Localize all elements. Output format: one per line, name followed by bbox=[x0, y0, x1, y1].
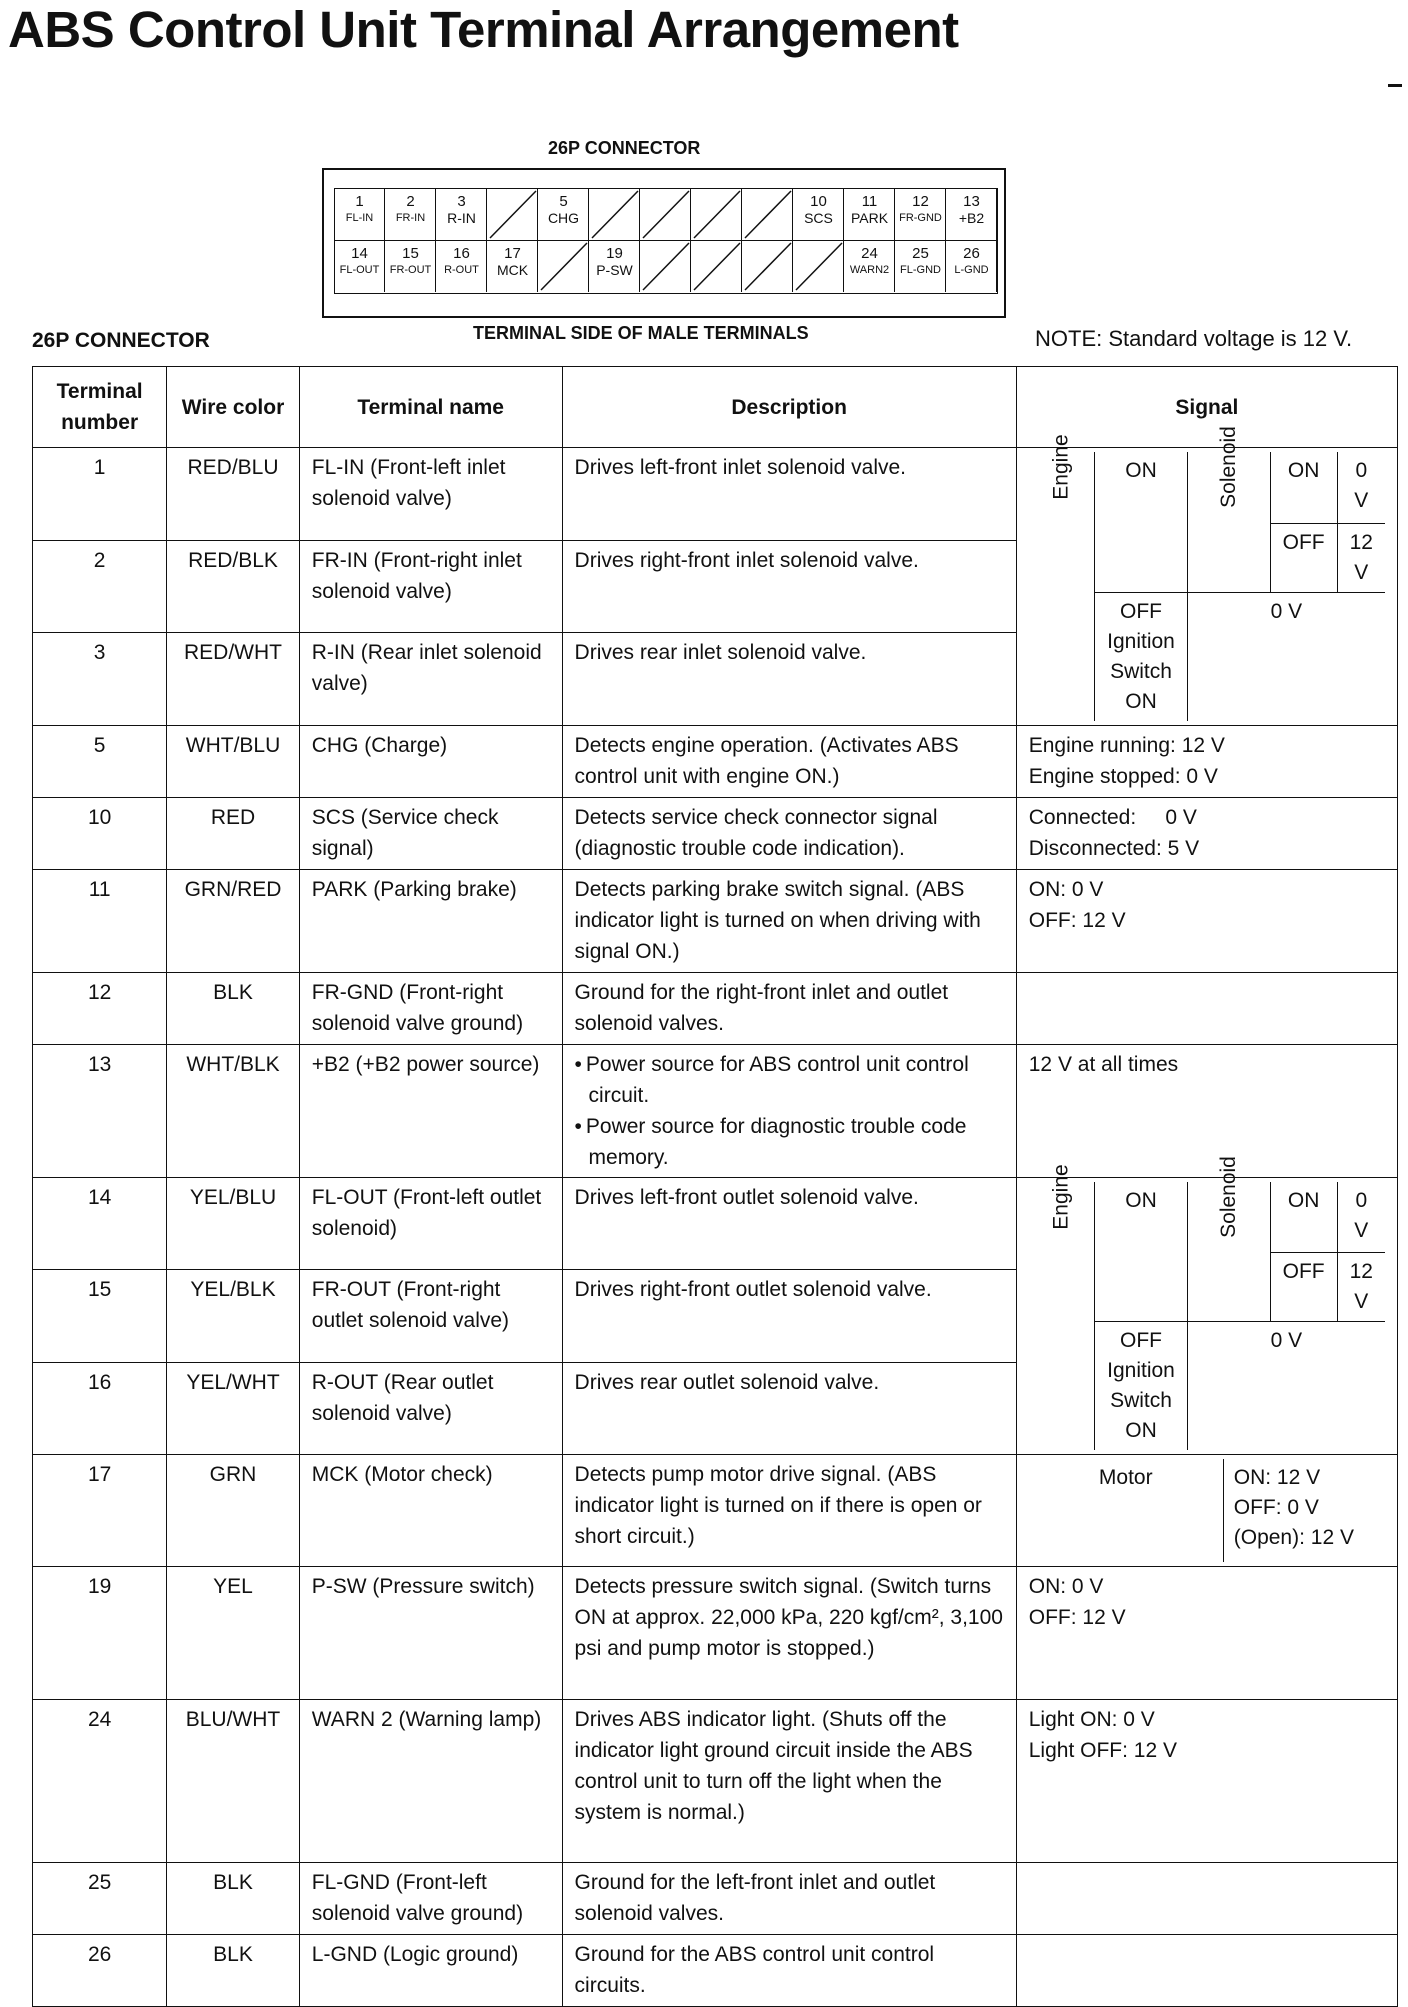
signal-line: OFF: 0 V bbox=[1233, 1496, 1319, 1519]
engine-on-label: ON bbox=[1095, 452, 1188, 592]
page-title: ABS Control Unit Terminal Arrangement bbox=[8, 1, 959, 58]
connector-terminal-name: FR-IN bbox=[395, 212, 426, 224]
signal-line: (Open): 12 V bbox=[1233, 1526, 1354, 1549]
wire-color: GRN bbox=[167, 1455, 300, 1567]
connector-terminal-name: L-GND bbox=[954, 264, 989, 276]
connector-terminal-number: 15 bbox=[402, 245, 419, 262]
engine-on-label: ON bbox=[1095, 1182, 1188, 1322]
empty-slot-slash bbox=[539, 241, 589, 292]
terminal-name: P-SW (Pressure switch) bbox=[299, 1567, 562, 1700]
terminal-number: 1 bbox=[33, 448, 167, 541]
engine-off-label: OFF bbox=[1120, 599, 1162, 623]
connector-terminal bbox=[386, 241, 436, 292]
terminal-name: R-OUT (Rear outlet solenoid valve) bbox=[299, 1362, 562, 1455]
connector-terminal-name: CHG bbox=[547, 210, 580, 226]
terminal-name: MCK (Motor check) bbox=[299, 1455, 562, 1567]
terminal-description: Drives ABS indicator light. (Shuts off the indicator light ground circuit inside the ABS control unit to turn off the light when the system is normal.) bbox=[562, 1700, 1016, 1863]
table-row bbox=[33, 1935, 1398, 2007]
signal-line: Connected: 0 V bbox=[1028, 805, 1197, 829]
wire-color: YEL bbox=[167, 1567, 300, 1700]
terminal-table bbox=[32, 366, 1398, 2007]
connector-empty-slot bbox=[692, 241, 742, 292]
connector-terminal bbox=[386, 189, 436, 240]
connector-empty-slot bbox=[641, 189, 691, 240]
wire-color: BLK bbox=[167, 972, 300, 1044]
connector-terminal-number: 24 bbox=[861, 245, 878, 262]
empty-slot-slash bbox=[692, 189, 742, 240]
connector-empty-slot bbox=[692, 189, 742, 240]
solenoid-label: Solenoid bbox=[1216, 426, 1240, 508]
terminal-number: 14 bbox=[33, 1177, 167, 1270]
terminal-description: Detects pressure switch signal. (Switch turns ON at approx. 22,000 kPa, 220 kgf/cm², 3,100 psi and pump motor is stopped.) bbox=[562, 1567, 1016, 1700]
connector-empty-slot bbox=[794, 241, 844, 292]
ignition-label: Ignition bbox=[1107, 1359, 1175, 1382]
signal-line: OFF: 12 V bbox=[1028, 1606, 1126, 1629]
wire-color: RED bbox=[167, 797, 300, 869]
solenoid-off-voltage: 12 V bbox=[1337, 523, 1385, 592]
connector-terminal-number: 26 bbox=[963, 245, 980, 262]
terminal-description: Ground for the right-front inlet and outlet solenoid valves. bbox=[562, 972, 1016, 1044]
connector-terminal bbox=[896, 241, 946, 292]
connector-terminal bbox=[896, 189, 946, 240]
empty-slot-slash bbox=[743, 189, 793, 240]
connector-terminal bbox=[437, 189, 487, 240]
empty-slot-slash bbox=[794, 241, 844, 292]
signal-value bbox=[1016, 1935, 1397, 2007]
connector-terminal-name: +B2 bbox=[958, 210, 985, 226]
terminal-name: +B2 (+B2 power source) bbox=[299, 1044, 562, 1177]
wire-color: GRN/RED bbox=[167, 869, 300, 972]
terminal-name: FR-GND (Front-right solenoid valve ground) bbox=[299, 972, 562, 1044]
table-row bbox=[33, 1700, 1398, 1863]
terminal-number: 26 bbox=[33, 1935, 167, 2007]
solenoid-off: OFF bbox=[1270, 1253, 1337, 1322]
table-header bbox=[33, 367, 1398, 448]
connector-empty-slot bbox=[539, 241, 589, 292]
terminal-description: Detects service check connector signal (diagnostic trouble code indication). bbox=[562, 797, 1016, 869]
signal-line: Disconnected: 5 V bbox=[1028, 836, 1200, 860]
connector-terminal-number: 17 bbox=[504, 245, 521, 262]
terminal-description: Drives right-front outlet solenoid valve. bbox=[562, 1270, 1016, 1363]
signal-value bbox=[1016, 1863, 1397, 1935]
connector-terminal-number: 13 bbox=[963, 193, 980, 210]
connector-terminal-name: FL-GND bbox=[900, 264, 941, 276]
engine-off-voltage: 0 V bbox=[1187, 592, 1385, 721]
connector-face bbox=[334, 188, 998, 294]
terminal-name: FL-OUT (Front-left outlet solenoid) bbox=[299, 1177, 562, 1270]
connector-terminal bbox=[590, 241, 640, 292]
voltage-note: NOTE: Standard voltage is 12 V. bbox=[1035, 326, 1353, 351]
wire-color: BLK bbox=[167, 1863, 300, 1935]
terminal-description: Drives left-front outlet solenoid valve. bbox=[562, 1177, 1016, 1270]
signal-value bbox=[1016, 1700, 1397, 1863]
terminal-description: Drives right-front inlet solenoid valve. bbox=[562, 540, 1016, 633]
signal-line: OFF: 12 V bbox=[1028, 908, 1126, 932]
signal-value bbox=[1016, 972, 1397, 1044]
solenoid-label: Solenoid bbox=[1216, 1155, 1240, 1238]
description-bullet: • Power source for ABS control unit control circuit. bbox=[575, 1049, 1004, 1111]
terminal-number: 25 bbox=[33, 1863, 167, 1935]
table-row bbox=[33, 1567, 1398, 1700]
signal-line: Light ON: 0 V bbox=[1028, 1708, 1155, 1731]
signal-line: ON: 0 V bbox=[1028, 1575, 1104, 1598]
connector-terminal bbox=[335, 241, 385, 292]
engine-off-label: OFF bbox=[1120, 1329, 1162, 1352]
connector-terminal-name: SCS bbox=[804, 210, 833, 226]
terminal-name: WARN 2 (Warning lamp) bbox=[299, 1700, 562, 1863]
wire-color: YEL/BLU bbox=[167, 1177, 300, 1270]
connector-terminal-number: 14 bbox=[351, 245, 368, 262]
wire-color: WHT/BLU bbox=[167, 725, 300, 797]
connector-terminal-number: 12 bbox=[912, 193, 929, 210]
page-mark bbox=[1388, 84, 1402, 87]
terminal-name: FL-GND (Front-left solenoid valve ground) bbox=[299, 1863, 562, 1935]
terminal-number: 19 bbox=[33, 1567, 167, 1700]
terminal-description: Drives rear outlet solenoid valve. bbox=[562, 1362, 1016, 1455]
terminal-description: Detects engine operation. (Activates ABS control unit with engine ON.) bbox=[562, 725, 1016, 797]
signal-line: Engine stopped: 0 V bbox=[1028, 764, 1218, 788]
connector-terminal bbox=[845, 241, 895, 292]
wire-color: RED/WHT bbox=[167, 633, 300, 726]
signal-line: Engine running: 12 V bbox=[1028, 733, 1225, 757]
signal-value bbox=[1016, 1567, 1397, 1700]
terminal-description: Ground for the left-front inlet and outlet solenoid valves. bbox=[562, 1863, 1016, 1935]
switch-on-label: Switch ON bbox=[1110, 1389, 1172, 1442]
wire-color: BLK bbox=[167, 1935, 300, 2007]
connector-terminal-name: R-OUT bbox=[444, 264, 479, 276]
terminal-description: Ground for the ABS control unit control circuits. bbox=[562, 1935, 1016, 2007]
table-row bbox=[33, 797, 1398, 869]
connector-terminal-name: WARN2 bbox=[849, 264, 890, 276]
signal-value bbox=[1016, 725, 1397, 797]
connector-terminal bbox=[539, 189, 589, 240]
connector-caption: TERMINAL SIDE OF MALE TERMINALS bbox=[473, 323, 809, 343]
wire-color: YEL/WHT bbox=[167, 1362, 300, 1455]
connector-terminal-number: 10 bbox=[810, 193, 827, 210]
solenoid-signal-block bbox=[1016, 1155, 1397, 1455]
wire-color: RED/BLK bbox=[167, 540, 300, 633]
connector-terminal-number: 5 bbox=[559, 193, 568, 210]
terminal-description bbox=[562, 1044, 1016, 1177]
description-bullet: • Power source for diagnostic trouble code memory. bbox=[575, 1111, 1004, 1173]
engine-off-voltage: 0 V bbox=[1187, 1322, 1385, 1451]
terminal-name: FL-IN (Front-left inlet solenoid valve) bbox=[299, 448, 562, 541]
connector-terminal bbox=[947, 241, 997, 292]
header-signal: Signal bbox=[1016, 367, 1397, 448]
terminal-name: CHG (Charge) bbox=[299, 725, 562, 797]
terminal-number: 24 bbox=[33, 1700, 167, 1863]
table-row bbox=[33, 1044, 1398, 1177]
terminal-number: 13 bbox=[33, 1044, 167, 1177]
connector-terminal-number: 1 bbox=[355, 193, 364, 210]
solenoid-off: OFF bbox=[1270, 523, 1337, 592]
terminal-name: SCS (Service check signal) bbox=[299, 797, 562, 869]
empty-slot-slash bbox=[641, 241, 691, 292]
connector-empty-slot bbox=[743, 241, 793, 292]
connector-terminal-name: FR-OUT bbox=[389, 264, 432, 276]
connector-terminal bbox=[794, 189, 844, 240]
connector-empty-slot bbox=[590, 189, 640, 240]
empty-slot-slash bbox=[743, 241, 793, 292]
signal-value: 12 V at all times bbox=[1016, 1044, 1397, 1177]
table-label: 26P CONNECTOR bbox=[32, 329, 210, 352]
terminal-number: 16 bbox=[33, 1362, 167, 1455]
connector-terminal-name: FL-IN bbox=[345, 212, 374, 224]
connector-terminal-number: 19 bbox=[606, 245, 623, 262]
table-row bbox=[33, 448, 1398, 541]
empty-slot-slash bbox=[641, 189, 691, 240]
empty-slot-slash bbox=[590, 189, 640, 240]
connector-terminal bbox=[437, 241, 487, 292]
switch-on-label: Switch ON bbox=[1110, 659, 1172, 713]
connector-terminal-name: MCK bbox=[496, 262, 529, 278]
wire-color: WHT/BLK bbox=[167, 1044, 300, 1177]
terminal-description: Detects parking brake switch signal. (ABS indicator light is turned on when driving with signal ON.) bbox=[562, 869, 1016, 972]
table-row bbox=[33, 1455, 1398, 1567]
wire-color: YEL/BLK bbox=[167, 1270, 300, 1363]
terminal-description: Detects pump motor drive signal. (ABS indicator light is turned on if there is open or short circuit.) bbox=[562, 1455, 1016, 1567]
connector-empty-slot bbox=[641, 241, 691, 292]
connector-terminal bbox=[947, 189, 997, 240]
engine-label: Engine bbox=[1049, 434, 1073, 500]
connector-terminal-number: 11 bbox=[861, 193, 878, 210]
connector-terminal-name: P-SW bbox=[596, 262, 633, 278]
solenoid-on: ON bbox=[1270, 1182, 1337, 1253]
connector-terminal-number: 3 bbox=[457, 193, 466, 210]
solenoid-on-voltage: 0 V bbox=[1337, 452, 1385, 523]
connector-terminal-name: PARK bbox=[850, 210, 889, 226]
signal-value bbox=[1016, 797, 1397, 869]
signal-value bbox=[1016, 869, 1397, 972]
connector-terminal bbox=[335, 189, 385, 240]
connector-terminal-number: 16 bbox=[453, 245, 470, 262]
terminal-name: FR-IN (Front-right inlet solenoid valve) bbox=[299, 540, 562, 633]
header-wire: Wire color bbox=[167, 367, 300, 448]
connector-terminal-number: 25 bbox=[912, 245, 929, 262]
terminal-number: 15 bbox=[33, 1270, 167, 1363]
terminal-number: 11 bbox=[33, 869, 167, 972]
wire-color: RED/BLU bbox=[167, 448, 300, 541]
terminal-number: 10 bbox=[33, 797, 167, 869]
connector-terminal-name: FR-GND bbox=[899, 212, 942, 224]
table-row bbox=[33, 1863, 1398, 1935]
signal-line: ON: 12 V bbox=[1233, 1466, 1321, 1489]
terminal-number: 2 bbox=[33, 540, 167, 633]
solenoid-on-voltage: 0 V bbox=[1337, 1182, 1385, 1253]
table-row bbox=[33, 869, 1398, 972]
table-row bbox=[33, 1177, 1398, 1270]
engine-label: Engine bbox=[1049, 1163, 1073, 1230]
table-row bbox=[33, 725, 1398, 797]
solenoid-off-voltage: 12 V bbox=[1337, 1253, 1385, 1322]
connector-terminal-name: FL-OUT bbox=[339, 264, 380, 276]
signal-line: Light OFF: 12 V bbox=[1028, 1739, 1177, 1762]
motor-signal-block bbox=[1016, 1455, 1397, 1567]
table-row bbox=[33, 972, 1398, 1044]
connector-empty-slot bbox=[743, 189, 793, 240]
terminal-description: Drives rear inlet solenoid valve. bbox=[562, 633, 1016, 726]
ignition-label: Ignition bbox=[1107, 629, 1175, 653]
terminal-number: 12 bbox=[33, 972, 167, 1044]
terminal-name: L-GND (Logic ground) bbox=[299, 1935, 562, 2007]
connector-terminal-name: R-IN bbox=[447, 210, 476, 226]
solenoid-on: ON bbox=[1270, 452, 1337, 523]
terminal-number: 5 bbox=[33, 725, 167, 797]
terminal-name: FR-OUT (Front-right outlet solenoid valve) bbox=[299, 1270, 562, 1363]
header-desc: Description bbox=[562, 367, 1016, 448]
connector-terminal bbox=[488, 241, 538, 292]
signal-line: ON: 0 V bbox=[1028, 877, 1104, 901]
terminal-description: Drives left-front inlet solenoid valve. bbox=[562, 448, 1016, 541]
connector-label: 26P CONNECTOR bbox=[548, 138, 701, 158]
terminal-name: R-IN (Rear inlet solenoid valve) bbox=[299, 633, 562, 726]
solenoid-signal-block bbox=[1016, 426, 1397, 726]
connector-terminal bbox=[845, 189, 895, 240]
empty-slot-slash bbox=[692, 241, 742, 292]
terminal-number: 17 bbox=[33, 1455, 167, 1567]
connector-diagram bbox=[322, 168, 1006, 318]
header-name: Terminal name bbox=[299, 367, 562, 448]
header-terminal: Terminal number bbox=[33, 367, 167, 448]
motor-label: Motor bbox=[1098, 1466, 1153, 1489]
empty-slot-slash bbox=[488, 189, 538, 240]
terminal-number: 3 bbox=[33, 633, 167, 726]
wire-color: BLU/WHT bbox=[167, 1700, 300, 1863]
connector-terminal-number: 2 bbox=[406, 193, 415, 210]
connector-empty-slot bbox=[488, 189, 538, 240]
terminal-name: PARK (Parking brake) bbox=[299, 869, 562, 972]
